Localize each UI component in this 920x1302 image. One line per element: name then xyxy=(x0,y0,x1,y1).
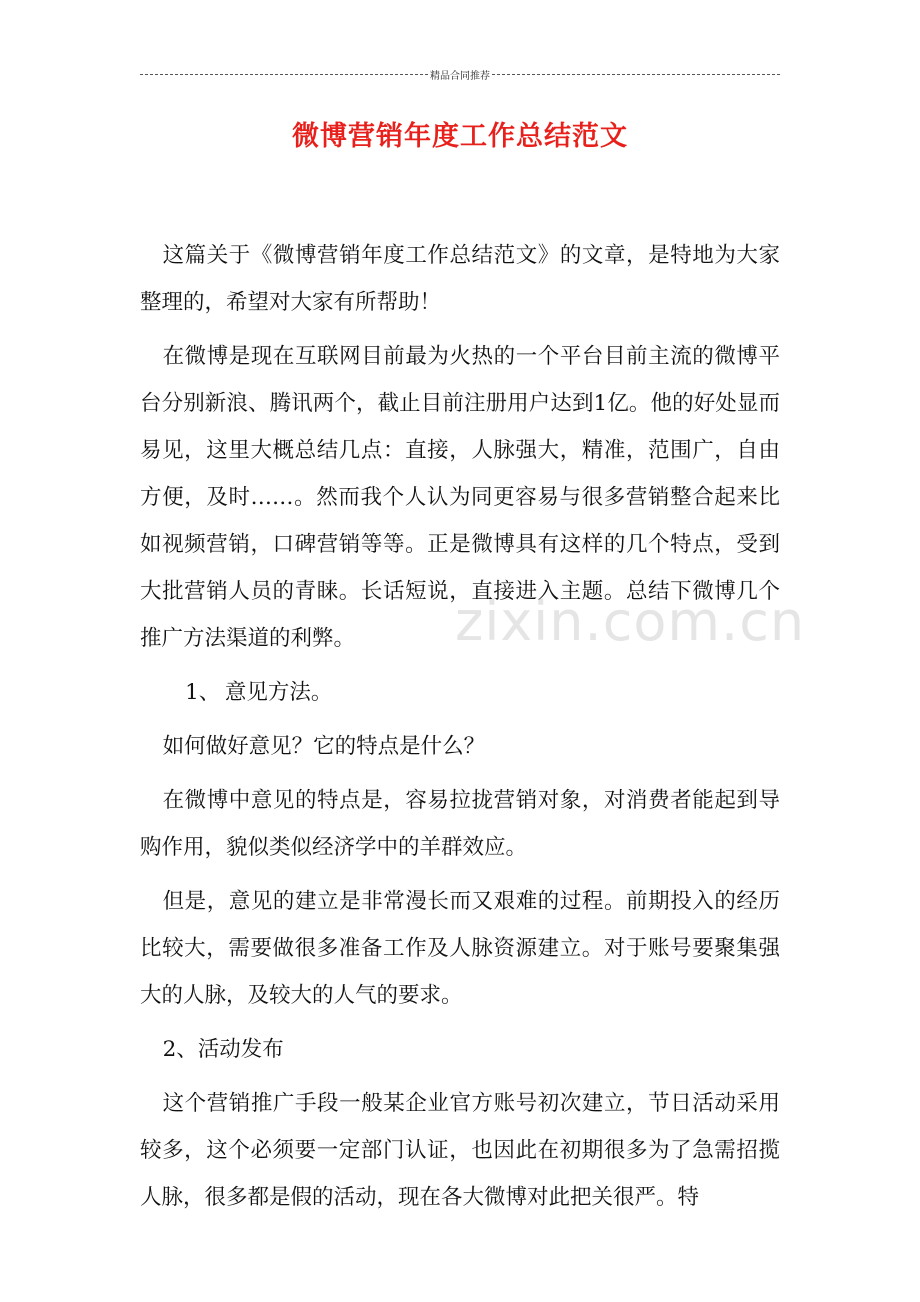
section-heading-2: 2、活动发布 xyxy=(162,1037,284,1062)
section-title-1: 意见方法。 xyxy=(224,680,333,705)
watermark: zixin.com.cn xyxy=(455,590,806,653)
header-rule xyxy=(140,66,780,82)
paragraph-intro: 这篇关于《微博营销年度工作总结范文》的文章，是特地为大家整理的，希望对大家有所帮助！ xyxy=(140,243,780,315)
paragraph-features: 在微博中意见的特点是，容易拉拢营销对象，对消费者能起到导购作用，貌似类似经济学中的羊群效应。 xyxy=(140,788,780,860)
header-dash-right xyxy=(492,74,780,75)
paragraph-activities: 这个营销推广手段一般某企业官方账号初次建立，节日活动采用较多，这个必须要一定部门认证，也因此在初期很多为了急需招揽人脉，很多都是假的活动，现在各大微博对此把关很严。特 xyxy=(140,1091,780,1210)
header-label: 精品合同推荐 xyxy=(430,70,490,82)
paragraph-difficulty: 但是，意见的建立是非常漫长而又艰难的过程。前期投入的经历比较大，需要做很多准备工作及人脉资源建立。对于账号要聚集强大的人脉，及较大的人气的要求。 xyxy=(140,889,780,1008)
section-number-1: 1、 xyxy=(185,680,221,705)
header-dash-left xyxy=(140,74,428,75)
paragraph-question: 如何做好意见？它的特点是什么？ xyxy=(162,734,486,759)
document-body xyxy=(140,232,780,1228)
section-heading-1 xyxy=(140,669,780,716)
document-title: 微博营销年度工作总结范文 xyxy=(292,121,628,152)
paragraph-overview: 在微博是现在互联网目前最为火热的一个平台目前主流的微博平台分别新浪、腾讯两个，截止目前注册用户达到1亿。他的好处显而易见，这里大概总结几点：直接，人脉强大，精准，范围广，自由方便，及时……。然而我个人认为同更容易与很多营销整合起来比如视频营销，口碑营销等等。正是微博具有这样的几个特点，受到大批营销人员的青睐。长话短说，直接进入主题。总结下微博几个推广方法渠道的利弊。 xyxy=(140,344,780,651)
